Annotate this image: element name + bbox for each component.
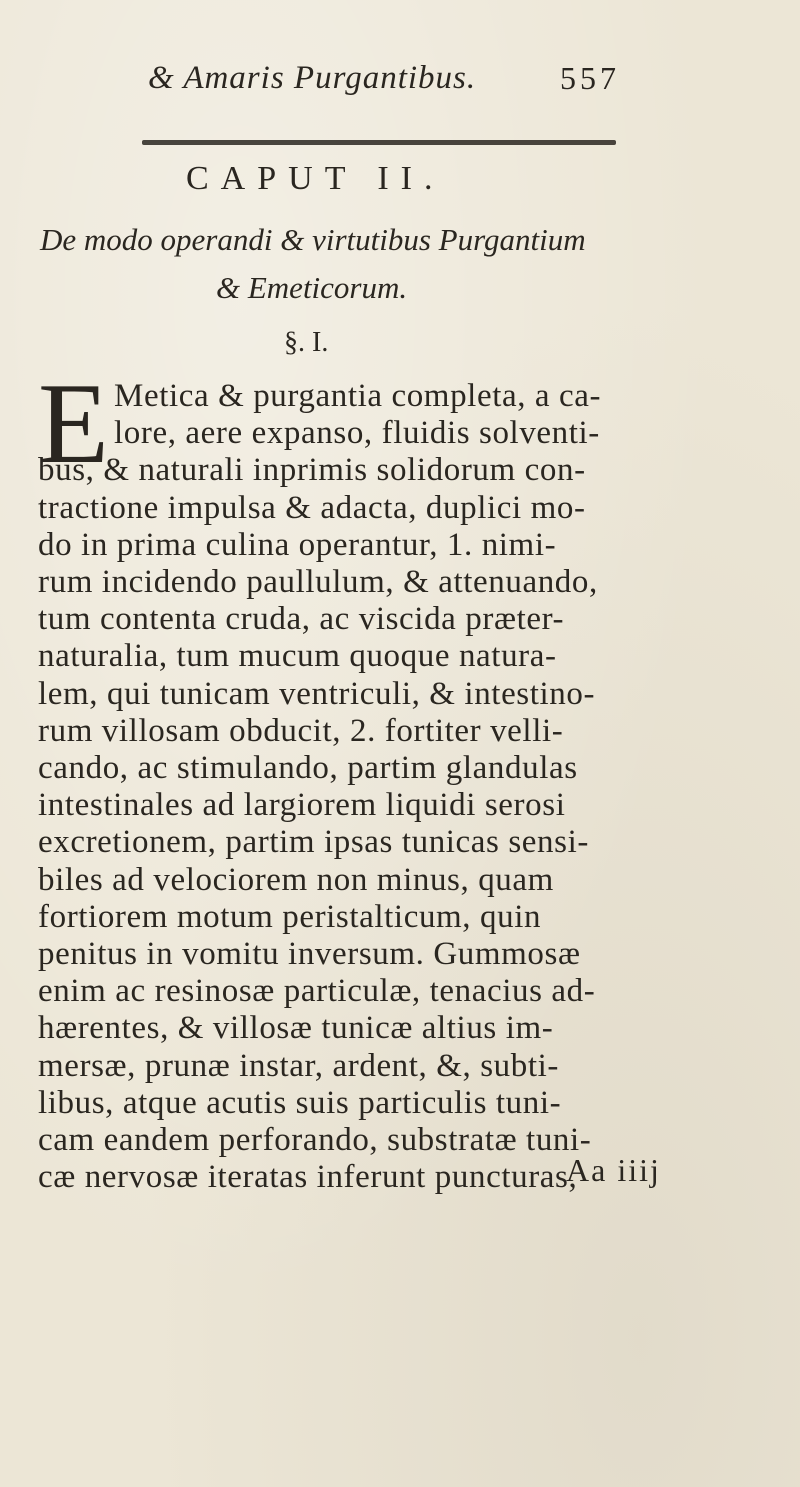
text-line: cam eandem perforando, substratæ tuni-: [38, 1122, 592, 1158]
running-head-title: & Amaris Purgantibus.: [148, 60, 477, 96]
text-line: tum contenta cruda, ac viscida præter-: [38, 601, 565, 638]
text-line: biles ad velociorem non minus, quam: [38, 861, 554, 898]
text-line: lore, aere expanso, fluidis solventi-: [114, 415, 600, 452]
text-line: libus, atque acutis suis particulis tuni-: [38, 1084, 562, 1121]
drop-cap: E: [38, 360, 109, 488]
text-line: mersæ, prunæ instar, ardent, &, subti-: [38, 1047, 559, 1084]
text-line: bus, & naturali inprimis solidorum con-: [38, 452, 586, 489]
page-number: 557: [560, 60, 620, 96]
text-line: rum incidendo paullulum, & attenuando,: [38, 564, 598, 600]
text-line: do in prima culina operantur, 1. nimi-: [38, 526, 557, 563]
text-line: Metica & purgantia completa, a ca-: [114, 378, 602, 414]
chapter-heading: CAPUT II.: [186, 160, 445, 197]
text-line: rum villosam obducit, 2. fortiter velli-: [38, 712, 564, 749]
signature-mark: Aa iiij: [566, 1152, 661, 1188]
text-line: cæ nervosæ iteratas inferunt puncturas,: [38, 1159, 578, 1196]
text-line: lem, qui tunicam ventriculi, & intestino-: [38, 675, 596, 712]
text-line: penitus in vomitu inversum. Gummosæ: [38, 936, 581, 972]
text-line: hærentes, & villosæ tunicæ altius im-: [38, 1010, 554, 1047]
text-line: fortiorem motum peristalticum, quin: [38, 898, 542, 935]
header-rule: [142, 140, 616, 145]
chapter-subtitle-line-2: & Emeticorum.: [216, 270, 408, 305]
text-line: intestinales ad largiorem liquidi serosi: [38, 787, 566, 824]
chapter-subtitle-line-1: De modo operandi & virtutibus Purgantium: [40, 222, 586, 257]
text-line: cando, ac stimulando, partim glandulas: [38, 750, 578, 786]
section-mark: §. I.: [284, 327, 329, 358]
text-line: tractione impulsa & adacta, duplici mo-: [38, 489, 586, 526]
text-line: enim ac resinosæ particulæ, tenacius ad-: [38, 973, 596, 1010]
text-line: excretionem, partim ipsas tunicas sensi-: [38, 824, 589, 861]
text-line: naturalia, tum mucum quoque natura-: [38, 638, 557, 675]
